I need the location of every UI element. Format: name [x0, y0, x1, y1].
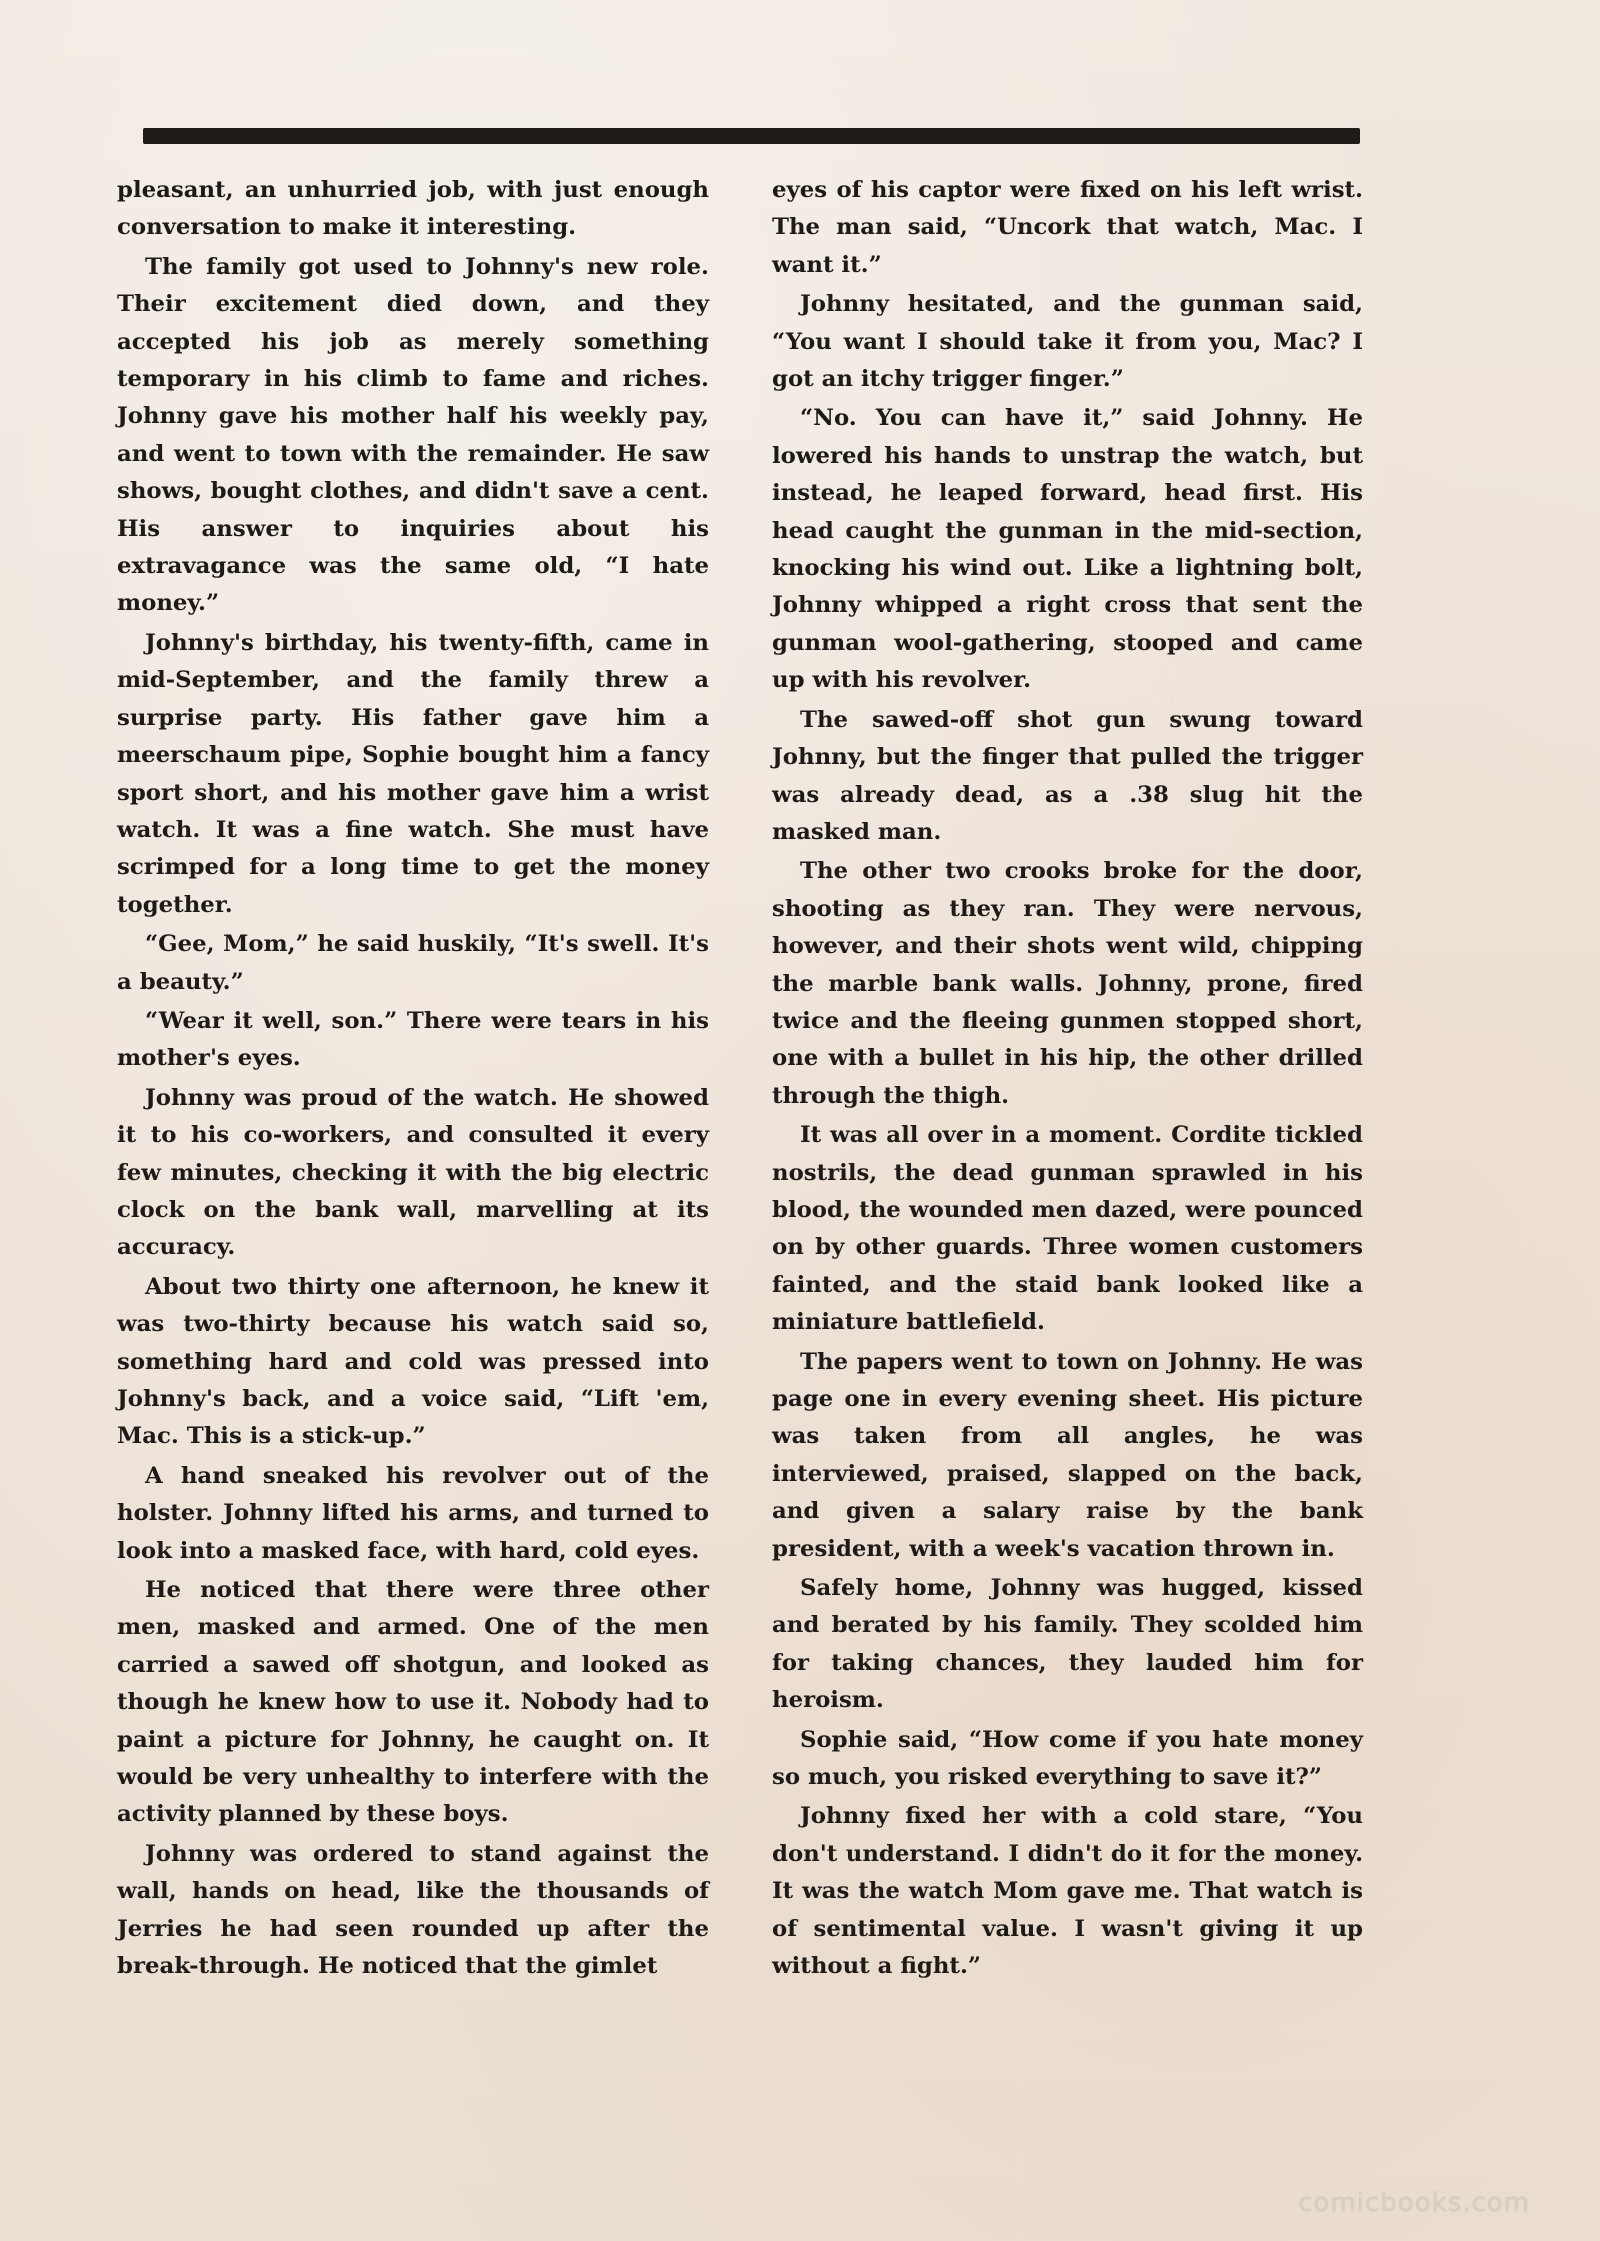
paragraph: “Wear it well, son.” There were tears in his mother's eyes.: [117, 1007, 709, 1072]
paragraph: The other two crooks broke for the door, shooting as they ran. They were nervous, however, and their shots went wild, chipping the marble bank walls. Johnny, prone, fired twice and the fleeing gunmen stopped short, one with a bullet in his hip, the other drilled through the thigh.: [772, 858, 1363, 1109]
paragraph: He noticed that there were three other men, masked and armed. One of the men carried a sawed off shotgun, and looked as though he knew how to use it. Nobody had to paint a picture for Johnny, he caught on. It would be very unhealthy to interfere with the activity planned by these boys.: [117, 1577, 709, 1828]
paragraph: The sawed-off shot gun swung toward Johnny, but the finger that pulled the trigger was already dead, as a .38 slug hit the masked man.: [772, 706, 1363, 845]
paragraph: Safely home, Johnny was hugged, kissed and berated by his family. They scolded him for taking chances, they lauded him for heroism.: [772, 1575, 1363, 1714]
paragraph: Johnny was ordered to stand against the wall, hands on head, like the thousands of Jerries he had seen rounded up after the break-through. He noticed that the gimlet: [117, 1840, 709, 1980]
paragraph: pleasant, an unhurried job, with just enough conversation to make it interesting.: [117, 177, 709, 241]
paragraph: About two thirty one afternoon, he knew it was two-thirty because his watch said so, something hard and cold was pressed into Johnny's back, and a voice said, “Lift 'em, Mac. This is a stick-up.”: [117, 1273, 709, 1450]
left-column: [117, 172, 709, 1988]
header-rule: [143, 128, 1360, 144]
watermark: comicbooks.com: [1298, 2188, 1530, 2218]
paragraph: Johnny was proud of the watch. He showed it to his co-workers, and consulted it every few minutes, checking it with the big electric clock on the bank wall, marvelling at its accuracy.: [117, 1084, 709, 1261]
paragraph: A hand sneaked his revolver out of the holster. Johnny lifted his arms, and turned to look into a masked face, with hard, cold eyes.: [117, 1462, 709, 1564]
right-column: [772, 172, 1363, 1988]
paragraph: It was all over in a moment. Cordite tickled nostrils, the dead gunman sprawled in his blood, the wounded men dazed, were pounced on by other guards. Three women customers fainted, and the staid bank looked like a miniature battlefield.: [772, 1122, 1363, 1336]
paragraph: eyes of his captor were fixed on his left wrist. The man said, “Uncork that watch, Mac. I want it.”: [772, 177, 1363, 278]
paragraph: Sophie said, “How come if you hate money so much, you risked everything to save it?”: [772, 1726, 1363, 1791]
paragraph: The papers went to town on Johnny. He was page one in every evening sheet. His picture was taken from all angles, he was interviewed, praised, slapped on the back, and given a salary raise by the bank president, with a week's vacation thrown in.: [772, 1348, 1363, 1562]
paragraph: The family got used to Johnny's new role. Their excitement died down, and they accepted his job as merely something temporary in his climb to fame and riches. Johnny gave his mother half his weekly pay, and went to town with the remainder. He saw shows, bought clothes, and didn't save a cent. His answer to inquiries about his extravagance was the same old, “I hate money.”: [117, 253, 709, 617]
paragraph: “Gee, Mom,” he said huskily, “It's swell. It's a beauty.”: [117, 931, 709, 995]
paragraph: “No. You can have it,” said Johnny. He lowered his hands to unstrap the watch, but instead, he leaped forward, head first. His head caught the gunman in the mid-section, knocking his wind out. Like a lightning bolt, Johnny whipped a right cross that sent the gunman wool-gathering, stooped and came up with his revolver.: [772, 405, 1363, 694]
paragraph: Johnny fixed her with a cold stare, “You don't understand. I didn't do it for the money. It was the watch Mom gave me. That watch is of sentimental value. I wasn't giving it up without a fight.”: [772, 1803, 1363, 1980]
paragraph: Johnny hesitated, and the gunman said, “You want I should take it from you, Mac? I got an itchy trigger finger.”: [772, 291, 1363, 393]
paragraph: Johnny's birthday, his twenty-fifth, came in mid-September, and the family threw a surprise party. His father gave him a meerschaum pipe, Sophie bought him a fancy sport short, and his mother gave him a wrist watch. It was a fine watch. She must have scrimped for a long time to get the money together.: [117, 629, 709, 918]
